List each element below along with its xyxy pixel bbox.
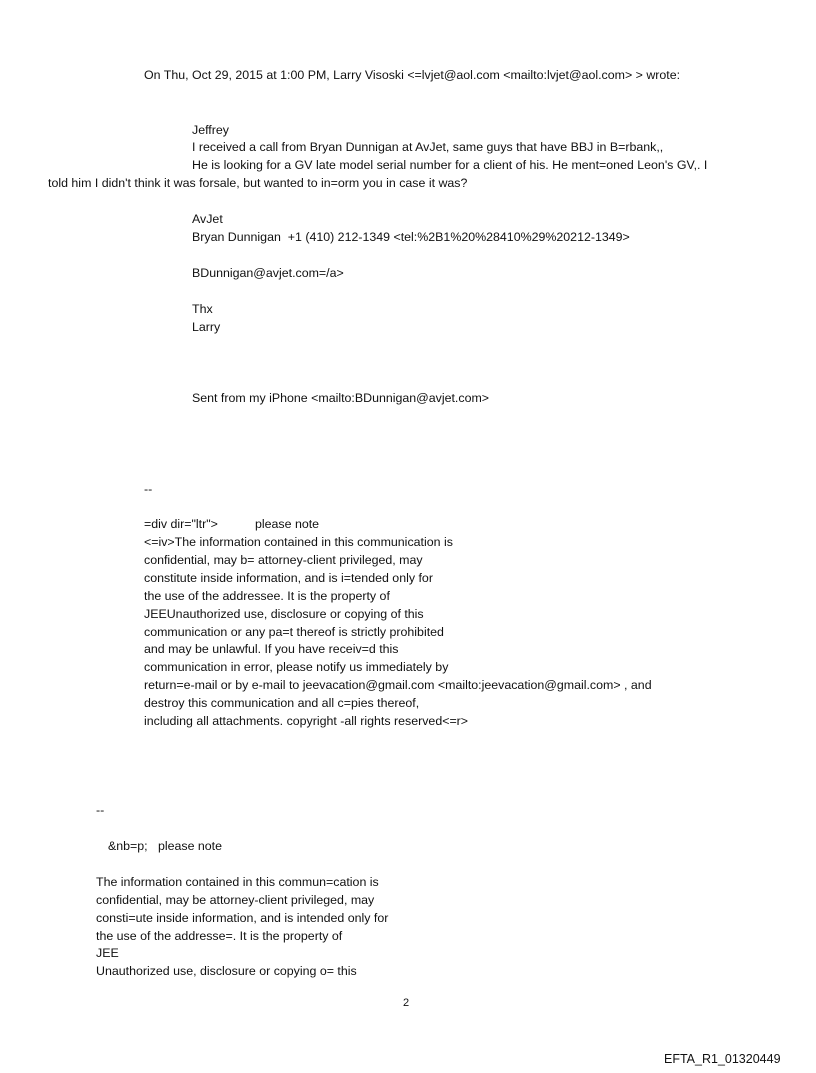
disclaimer-line: constitute inside information, and is i=tended only for bbox=[144, 571, 433, 585]
disclaimer-line: destroy this communication and all c=pies thereof, bbox=[144, 696, 420, 710]
disclaimer-line: consti=ute inside information, and is intended only for bbox=[96, 911, 389, 925]
disclaimer-line: the use of the addressee. It is the property of bbox=[144, 589, 390, 603]
please-note-label: please note bbox=[255, 517, 320, 531]
html-fragment: =div dir="ltr"> bbox=[144, 517, 218, 531]
contact-email: BDunnigan@avjet.com=/a> bbox=[192, 266, 344, 280]
disclaimer-line: confidential, may b= attorney-client privileged, may bbox=[144, 553, 423, 567]
email-quote-header: On Thu, Oct 29, 2015 at 1:00 PM, Larry Visoski <=lvjet@aol.com <mailto:lvjet@aol.com> > wrote: bbox=[144, 68, 681, 82]
email-body-line: He is looking for a GV late model serial number for a client of his. He ment=oned Leon's GV,. I bbox=[192, 158, 708, 172]
email-body-line: I received a call from Bryan Dunnigan at AvJet, same guys that have BBJ in B=rbank,, bbox=[192, 140, 664, 154]
disclaimer-line: JEE bbox=[96, 946, 119, 960]
disclaimer-line: communication or any pa=t thereof is strictly prohibited bbox=[144, 625, 444, 639]
email-body-line: told him I didn't think it was forsale, but wanted to in=orm you in case it was? bbox=[48, 176, 468, 190]
email-signoff-name: Larry bbox=[192, 320, 221, 334]
disclaimer-line: communication in error, please notify us immediately by bbox=[144, 660, 449, 674]
please-note-line: &nb=p; please note bbox=[108, 839, 223, 853]
email-thanks: Thx bbox=[192, 302, 213, 316]
signature-separator: -- bbox=[144, 482, 153, 496]
contact-line: Bryan Dunnigan +1 (410) 212-1349 <tel:%2B1%20%28410%29%20212-1349> bbox=[192, 230, 630, 244]
email-greeting: Jeffrey bbox=[192, 123, 229, 137]
signature-separator: -- bbox=[96, 803, 105, 817]
disclaimer-line: including all attachments. copyright -all rights reserved<=r> bbox=[144, 714, 469, 728]
company-name: AvJet bbox=[192, 212, 223, 226]
disclaimer-line: <=iv>The information contained in this communication is bbox=[144, 535, 453, 549]
disclaimer-line: confidential, may be attorney-client privileged, may bbox=[96, 893, 375, 907]
disclaimer-line: JEEUnauthorized use, disclosure or copying of this bbox=[144, 607, 424, 621]
disclaimer-line: Unauthorized use, disclosure or copying o= this bbox=[96, 964, 357, 978]
document-id: EFTA_R1_01320449 bbox=[664, 1052, 781, 1066]
disclaimer-line: The information contained in this commun=cation is bbox=[96, 875, 379, 889]
page-number: 2 bbox=[403, 997, 410, 1009]
sent-from-line: Sent from my iPhone <mailto:BDunnigan@avjet.com> bbox=[192, 391, 490, 405]
disclaimer-line: the use of the addresse=. It is the property of bbox=[96, 929, 343, 943]
disclaimer-line: and may be unlawful. If you have receiv=d this bbox=[144, 642, 399, 656]
disclaimer-line: return=e-mail or by e-mail to jeevacation@gmail.com <mailto:jeevacation@gmail.com> , and bbox=[144, 678, 652, 692]
